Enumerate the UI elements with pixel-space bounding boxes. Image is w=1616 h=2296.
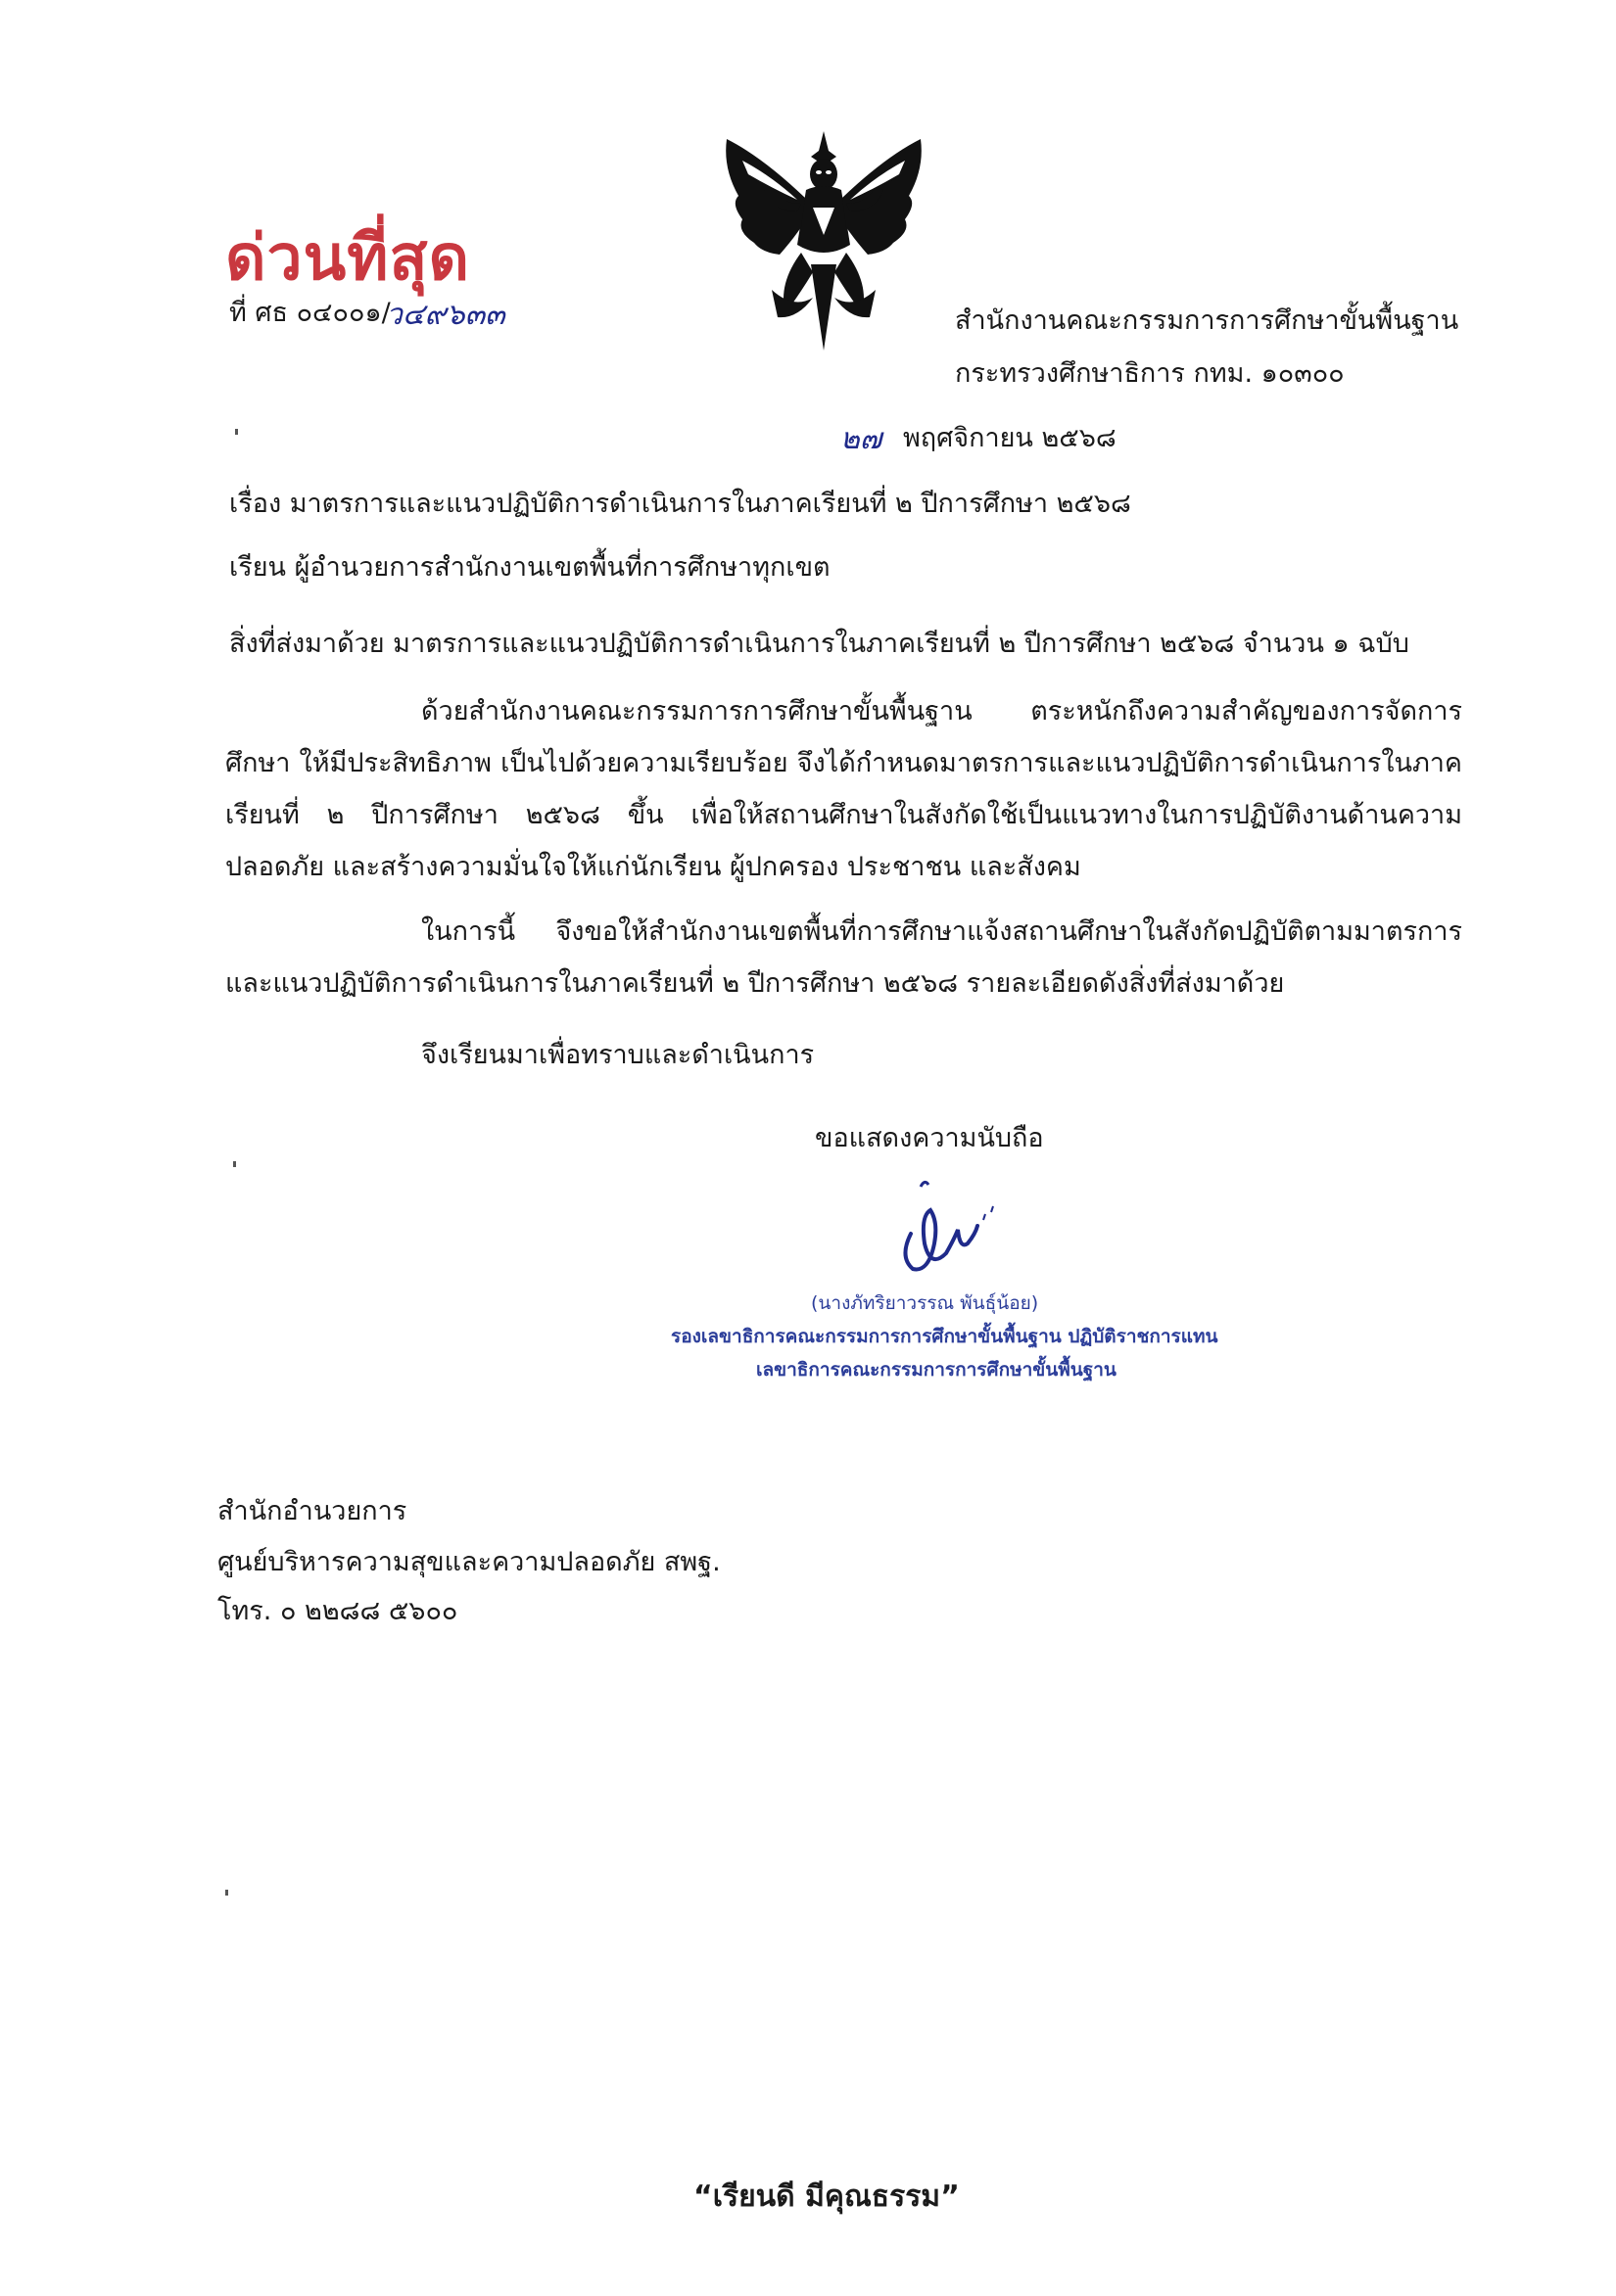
signer-position-2: เลขาธิการคณะกรรมการการศึกษาขั้นพื้นฐาน [756, 1359, 1117, 1381]
signer-name: (นางภัทริยาวรรณ พันธุ์น้อย) [811, 1292, 1039, 1314]
body-paragraph-2: ในการนี้ จึงขอให้สำนักงานเขตพื้นที่การศึกษาแจ้งสถานศึกษาในสังกัดปฏิบัติตามมาตรการ และแนวปฏิบัติการดำเนินการในภาคเรียนที่ ๒ ปีการศึกษา ๒๕๖๘ รายละเอียดดังสิ่งที่ส่งมาด้วย [225, 916, 1462, 999]
issuing-ministry-address: กระทรวงศึกษาธิการ กทม. ๑๐๓๐๐ [955, 358, 1345, 389]
recipient-line: เรียน ผู้อำนวยการสำนักงานเขตพื้นที่การศึกษาทุกเขต [229, 552, 831, 583]
date-month-year: พฤศจิกายน ๒๕๖๘ [903, 423, 1117, 453]
scan-mark [235, 429, 238, 435]
urgency-stamp: ด่วนที่สุด [225, 221, 471, 295]
footer-motto: “เรียนดี มีคุณธรรม” [693, 2179, 960, 2214]
issuing-office: สำนักงานคณะกรรมการการศึกษาขั้นพื้นฐาน [955, 305, 1459, 336]
footer-phone: โทร. ๐ ๒๒๘๘ ๕๖๐๐ [217, 1596, 458, 1626]
reference-number-label: ที่ ศธ ๐๔๐๐๑/ [229, 298, 391, 328]
footer-center: ศูนย์บริหารความสุขและความปลอดภัย สพฐ. [217, 1547, 721, 1577]
closing-sentence: จึงเรียนมาเพื่อทราบและดำเนินการ [421, 1040, 815, 1070]
regards-line: ขอแสดงความนับถือ [815, 1123, 1044, 1153]
body-paragraph-1: ด้วยสำนักงานคณะกรรมการการศึกษาขั้นพื้นฐาน ตระหนักถึงความสำคัญของการจัดการศึกษา ให้มีประสิทธิภาพ เป็นไปด้วยความเรียบร้อย จึงได้กำหนดมาตรการและแนวปฏิบัติการดำเนินการในภาคเรียนที่ ๒ ปีการศึกษา ๒๕๖๘ ขึ้น เพื่อให้สถานศึกษาในสังกัดใช้เป็นแนวทางในการปฏิบัติงานด้านความปลอดภัย และสร้างความมั่นใจให้แก่นักเรียน ผู้ปกครอง ประชาชน และสังคม [225, 696, 1462, 882]
footer-office: สำนักอำนวยการ [217, 1496, 407, 1526]
enclosure-line: สิ่งที่ส่งมาด้วย มาตรการและแนวปฏิบัติการดำเนินการในภาคเรียนที่ ๒ ปีการศึกษา ๒๕๖๘ จำนวน ๑ ฉบับ [229, 629, 1409, 659]
scan-mark [233, 1161, 236, 1167]
reference-number-handwritten: ว๔๙๖๓๓ [386, 298, 505, 332]
handwritten-signature [881, 1175, 1019, 1292]
garuda-emblem [703, 117, 944, 358]
subject-line: เรื่อง มาตรการและแนวปฏิบัติการดำเนินการในภาคเรียนที่ ๒ ปีการศึกษา ๒๕๖๘ [229, 489, 1131, 519]
signer-position-1: รองเลขาธิการคณะกรรมการการศึกษาขั้นพื้นฐาน ปฏิบัติราชการแทน [671, 1326, 1218, 1347]
date-day-handwritten: ๒๗ [840, 422, 882, 456]
scan-mark [225, 1890, 228, 1896]
